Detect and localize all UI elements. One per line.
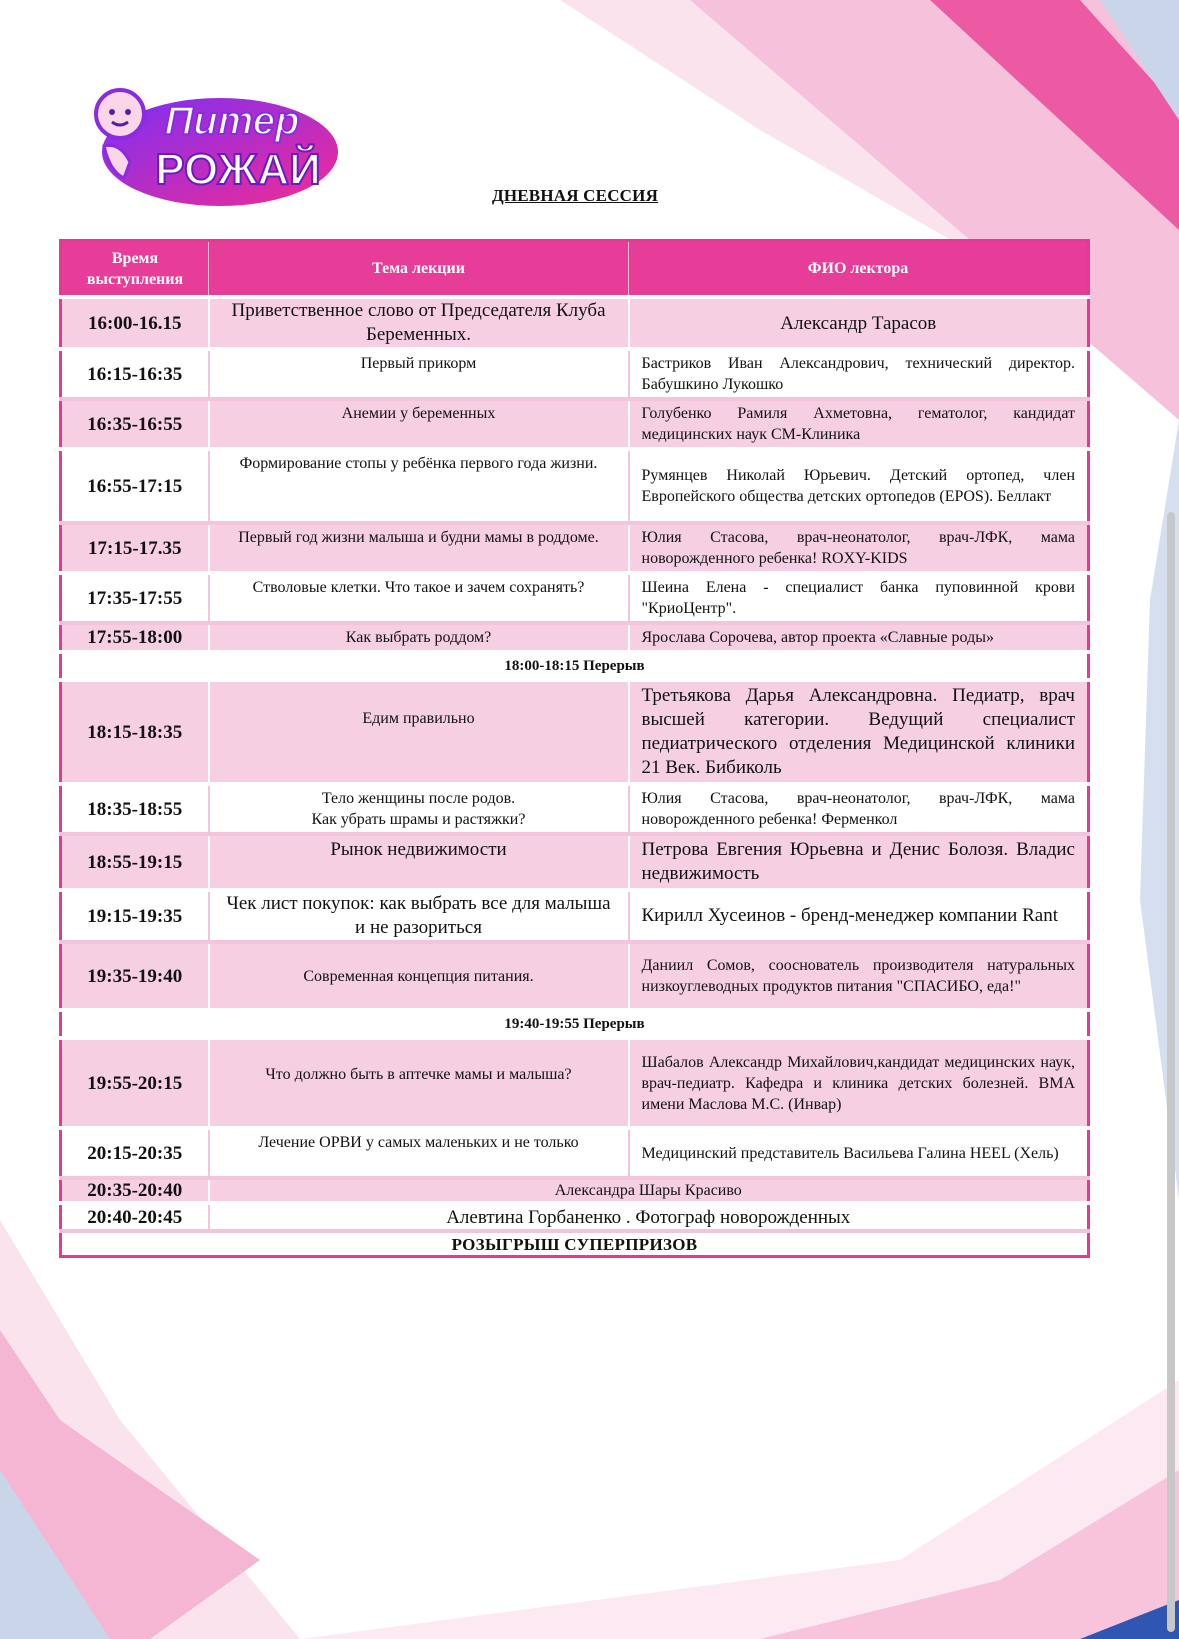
table-row: [61, 523, 1089, 573]
speaker-cell: Даниил Сомов, сооснователь производителя натуральных низкоуглеводных продуктов питания "СПАСИБО, еда!": [629, 942, 1089, 1010]
topic-cell: Чек лист покупок: как выбрать все для малыша и не разориться: [209, 890, 629, 942]
time-cell: 17:15-17.35: [61, 523, 209, 573]
header-speaker: ФИО лектора: [629, 241, 1089, 298]
topic-cell: Лечение ОРВИ у самых маленьких и не только: [209, 1128, 629, 1178]
final-row: [61, 1231, 1089, 1257]
full-width-cell: Александра Шары Красиво: [209, 1178, 1089, 1203]
table-row: [61, 1178, 1089, 1203]
topic-line: Тело женщины после родов.: [321, 790, 516, 807]
speaker-cell: Кирилл Хусеинов - бренд-менеджер компании Rant: [629, 890, 1089, 942]
svg-text:РОЖАЙ: РОЖАЙ: [155, 145, 321, 194]
speaker-cell: Шабалов Александр Михайлович,кандидат медицинских наук, врач-педиатр. Кафедра и клиника детских болезней. ВМА имени Маслова М.С. (Инвар): [629, 1038, 1089, 1128]
time-cell: 17:55-18:00: [61, 623, 209, 652]
table-row: [61, 623, 1089, 652]
table-row: [61, 1038, 1089, 1128]
speaker-cell: Петрова Евгения Юрьевна и Денис Болозя. Владис недвижимость: [629, 834, 1089, 890]
table-row: [61, 449, 1089, 523]
speaker-cell: Бастриков Иван Александрович, технический директор. Бабушкино Лукошко: [629, 349, 1089, 399]
table-row: [61, 1203, 1089, 1231]
table-row: [61, 1128, 1089, 1178]
time-cell: 16:55-17:15: [61, 449, 209, 523]
topic-cell: Что должно быть в аптечке мамы и малыша?: [209, 1038, 629, 1128]
time-cell: 16:00-16.15: [61, 297, 209, 349]
table-row: [61, 573, 1089, 623]
table-row: [61, 680, 1089, 784]
topic-cell: Как выбрать роддом?: [209, 623, 629, 652]
table-row: [61, 297, 1089, 349]
time-cell: 20:15-20:35: [61, 1128, 209, 1178]
time-cell: 16:15-16:35: [61, 349, 209, 399]
final-label: РОЗЫГРЫШ СУПЕРПРИЗОВ: [61, 1231, 1089, 1257]
time-cell: 18:55-19:15: [61, 834, 209, 890]
break-label: 18:00-18:15 Перерыв: [61, 652, 1089, 680]
speaker-cell: Александр Тарасов: [629, 297, 1089, 349]
speaker-cell: Юлия Стасова, врач-неонатолог, врач-ЛФК, мама новорожденного ребенка! Ферменкол: [629, 784, 1089, 834]
topic-cell: Приветственное слово от Председателя Клуба Беременных.: [209, 297, 629, 349]
time-cell: 20:40-20:45: [61, 1203, 209, 1231]
time-cell: 16:35-16:55: [61, 399, 209, 449]
break-row: [61, 652, 1089, 680]
topic-cell: Формирование стопы у ребёнка первого года жизни.: [209, 449, 629, 523]
baby-face-icon: [96, 90, 144, 138]
time-cell: 20:35-20:40: [61, 1178, 209, 1203]
header-time: Время выступления: [61, 241, 209, 298]
topic-cell: Едим правильно: [209, 680, 629, 784]
topic-cell: Рынок недвижимости: [209, 834, 629, 890]
header-topic: Тема лекции: [209, 241, 629, 298]
schedule-table: [59, 239, 1090, 1258]
table-row: [61, 834, 1089, 890]
vertical-scrollbar[interactable]: [1167, 512, 1175, 1632]
table-row: [61, 890, 1089, 942]
topic-cell: Первый прикорм: [209, 349, 629, 399]
speaker-cell: Ярослава Сорочева, автор проекта «Славные роды»: [629, 623, 1089, 652]
svg-text:Питер: Питер: [164, 99, 300, 143]
break-label: 19:40-19:55 Перерыв: [61, 1010, 1089, 1038]
table-row: [61, 349, 1089, 399]
time-cell: 19:15-19:35: [61, 890, 209, 942]
time-cell: 19:55-20:15: [61, 1038, 209, 1128]
topic-line: Как убрать шрамы и растяжки?: [311, 811, 526, 828]
topic-cell: [209, 784, 629, 834]
topic-cell: Первый год жизни малыша и будни мамы в роддоме.: [209, 523, 629, 573]
speaker-cell: Шеина Елена - специалист банка пуповинной крови "КриоЦентр".: [629, 573, 1089, 623]
speaker-cell: Голубенко Рамиля Ахметовна, гематолог, кандидат медицинских наук СМ-Клиника: [629, 399, 1089, 449]
time-cell: 19:35-19:40: [61, 942, 209, 1010]
table-row: [61, 784, 1089, 834]
time-cell: 17:35-17:55: [61, 573, 209, 623]
table-header-row: [61, 241, 1089, 298]
speaker-cell: Румянцев Николай Юрьевич. Детский ортопед, член Европейского общества детских ортопедов (EPOS). Беллакт: [629, 449, 1089, 523]
session-title: ДНЕВНАЯ СЕССИЯ: [491, 186, 659, 205]
table-row: [61, 942, 1089, 1010]
time-cell: 18:35-18:55: [61, 784, 209, 834]
time-cell: 18:15-18:35: [61, 680, 209, 784]
full-width-cell: Алевтина Горбаненко . Фотограф новорожденных: [209, 1203, 1089, 1231]
topic-cell: Стволовые клетки. Что такое и зачем сохранять?: [209, 573, 629, 623]
topic-cell: Анемии у беременных: [209, 399, 629, 449]
table-row: [61, 399, 1089, 449]
break-row: [61, 1010, 1089, 1038]
speaker-cell: Медицинский представитель Васильева Галина HEEL (Хель): [629, 1128, 1089, 1178]
speaker-cell: Юлия Стасова, врач-неонатолог, врач-ЛФК, мама новорожденного ребенка! ROXY-KIDS: [629, 523, 1089, 573]
topic-cell: Современная концепция питания.: [209, 942, 629, 1010]
speaker-cell: Третьякова Дарья Александровна. Педиатр, врач высшей категории. Ведущий специалист педиатрического отделения Медицинской клиники 21 Век. Бибиколь: [629, 680, 1089, 784]
